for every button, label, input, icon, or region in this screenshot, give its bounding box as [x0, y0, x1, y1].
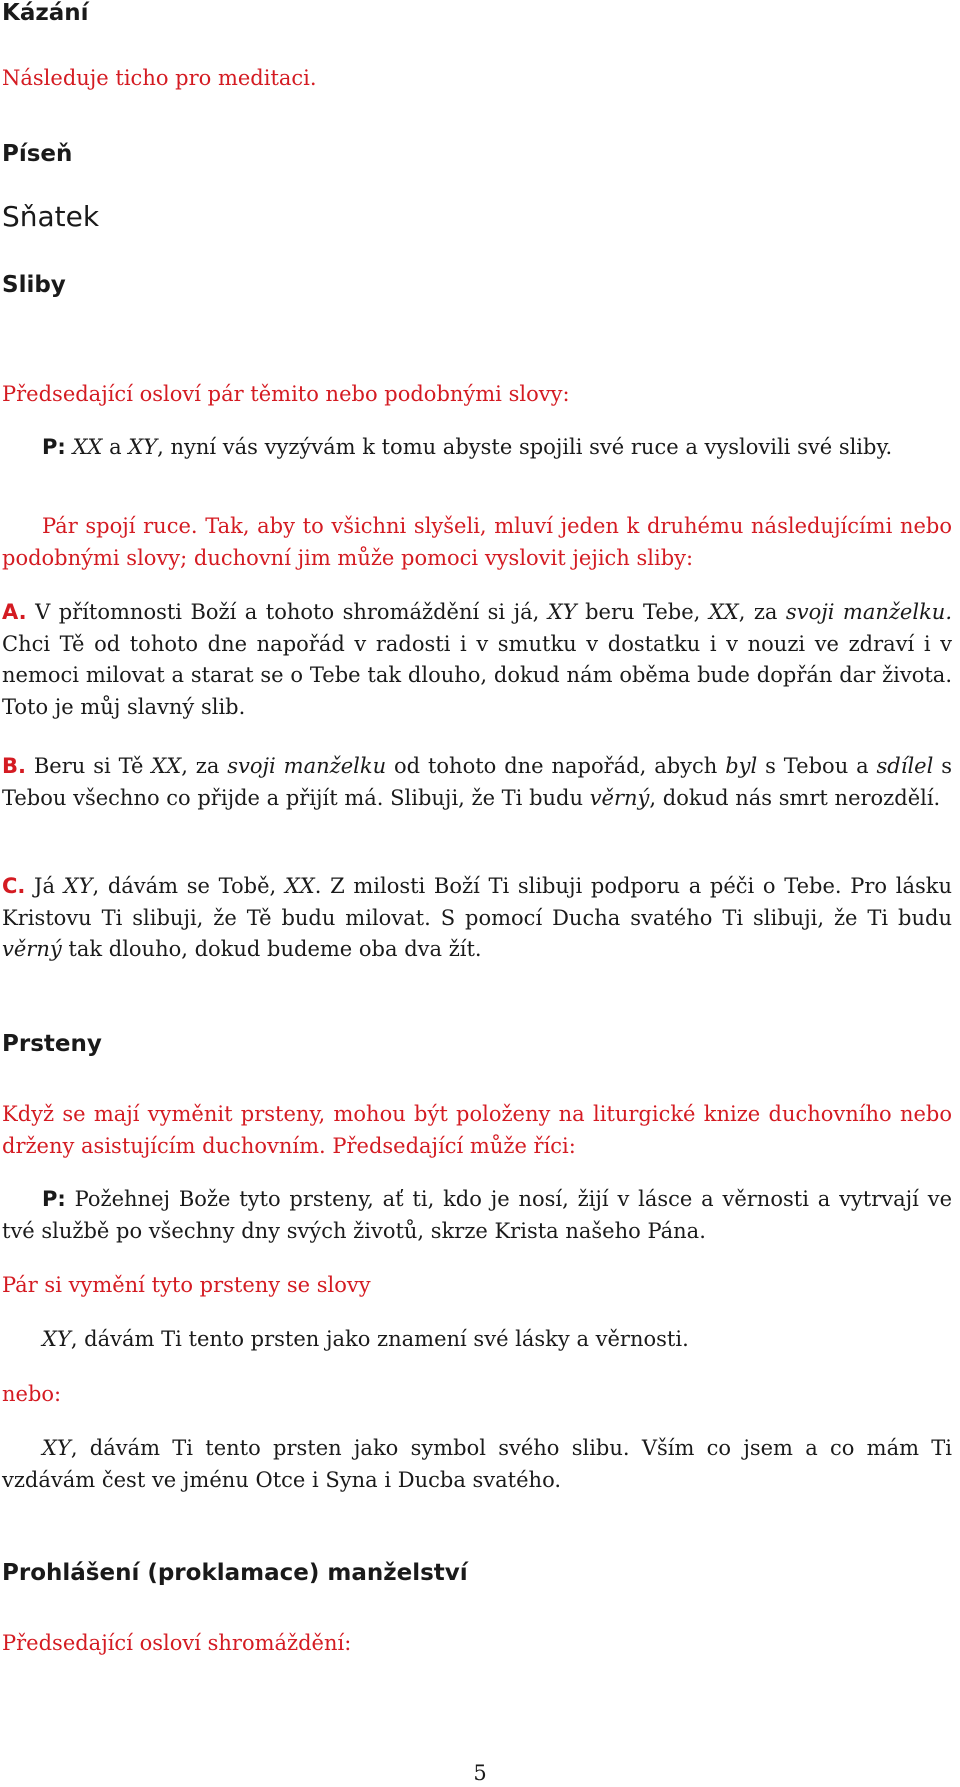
name-placeholder: XY: [63, 874, 93, 898]
text-run: , dávám Ti tento prsten jako znamení své lásky a věrnosti.: [70, 1327, 689, 1351]
vow-label-b: B.: [2, 754, 26, 778]
heading-kazani: Kázání: [2, 0, 89, 26]
rubric-nebo: nebo:: [2, 1382, 62, 1406]
heading-sliby: Sliby: [2, 272, 66, 298]
name-placeholder: XY: [128, 435, 158, 459]
text-run: tak dlouho, dokud budeme oba dva žít.: [61, 937, 482, 961]
emphasis: sdílel: [876, 754, 934, 778]
emphasis: věrný: [589, 785, 650, 810]
emphasis: byl: [725, 754, 758, 778]
name-placeholder: XX: [72, 435, 103, 459]
text-run: Já: [25, 874, 64, 898]
emphasis: svoji manželku.: [785, 600, 952, 624]
heading-prsteny: Prsteny: [2, 1031, 102, 1057]
vow-c-paragraph: [2, 871, 952, 966]
text-run: , nyní vás vyzývám k tomu abyste spojili své ruce a vyslovili své sliby.: [157, 435, 893, 459]
text-run: beru Tebe,: [576, 600, 709, 624]
text-run: Chci Tě od tohoto dne napořád v radosti i v smutku v dostatku i v nouzi ve zdraví i v nemoci milovat a starat se o Tebe tak dlouho, dokud nám oběma bude dopřán dar života. Toto je můj slavný slib.: [2, 631, 952, 719]
rubric-spoji-ruce: Pár spojí ruce. Tak, aby to všichni slyšeli, mluví jeden k druhému následujícími nebo podobnými slovy; duchovní jim může pomoci vyslovit jejich sliby:: [2, 514, 952, 570]
text-run: , dokud nás smrt nerozdělí.: [649, 785, 941, 810]
text-run: s Tebou a: [757, 754, 877, 778]
heading-pisen: Píseň: [2, 141, 73, 167]
rubric-oslovi-shromazdeni: Předsedající osloví shromáždění:: [2, 1631, 352, 1655]
text-run: , dávám se Tobě,: [92, 874, 285, 898]
text-run: , za: [181, 754, 228, 778]
name-placeholder: XY: [547, 600, 577, 624]
rubric-oslovi-par: Předsedající osloví pár těmito nebo podobnými slovy:: [2, 382, 570, 406]
text-run: , dávám Ti tento prsten jako symbol svého slibu. Vším co jsem a co mám Ti vzdávám čest ve jménu Otce i Syna i Ducba svatého.: [2, 1436, 952, 1492]
text-run: a: [102, 435, 129, 459]
rubric-vymeni: Pár si vymění tyto prsteny se slovy: [2, 1273, 371, 1297]
vow-label-a: A.: [2, 600, 27, 624]
text-run: s Tebou všechno co přijde a přijít má. Slibuji, že Ti budu: [2, 754, 953, 810]
speaker-label-p: P:: [42, 1187, 66, 1211]
text-run: od tohoto dne napořád, abych: [386, 754, 726, 778]
vow-b-paragraph: [2, 751, 952, 814]
page-number: 5: [473, 1761, 487, 1785]
text-run: Požehnej Bože tyto prsteny, ať ti, kdo je nosí, žijí v lásce a věrnosti a vytrvají ve tvé službě po všechny dny svých životů, skrze Krista našeho Pána.: [2, 1187, 952, 1243]
name-placeholder: XX: [284, 874, 315, 898]
vow-a-paragraph: [2, 597, 952, 723]
name-placeholder: XY: [42, 1436, 71, 1460]
name-placeholder: XX: [708, 600, 739, 624]
text-run: Beru si Tě: [25, 754, 152, 778]
speaker-label-p: P:: [42, 435, 66, 459]
heading-prohlaseni: Prohlášení (proklamace) manželství: [2, 1560, 468, 1586]
vow-p-paragraph: [2, 432, 952, 464]
text-run: V přítomnosti Boží a tohoto shromáždění si já,: [26, 600, 548, 624]
rubric-prsteny-intro: Když se mají vyměnit prsteny, mohou být položeny na liturgické knize duchovního nebo drženy asistujícím duchovním. Předsedající může říci:: [2, 1102, 952, 1158]
rubric-ticho: Následuje ticho pro meditaci.: [2, 66, 317, 90]
ring-formula-2: [2, 1433, 952, 1496]
text-run: . Z milosti Boží Ti slibuji podporu a péči o Tebe. Pro lásku Kristovu Ti slibuji, že Tě budu milovat. S pomocí Ducha svatého Ti slibuji, že Ti budu: [2, 874, 952, 930]
emphasis: svoji manželku: [227, 754, 387, 778]
name-placeholder: XX: [151, 754, 182, 778]
name-placeholder: XY: [42, 1327, 71, 1351]
heading-snatek: Sňatek: [2, 200, 100, 233]
text-run: , za: [738, 600, 786, 624]
ring-blessing-paragraph: [2, 1184, 952, 1247]
vow-label-c: C.: [2, 874, 26, 898]
emphasis: věrný: [2, 937, 62, 961]
ring-formula-1: [2, 1324, 952, 1356]
